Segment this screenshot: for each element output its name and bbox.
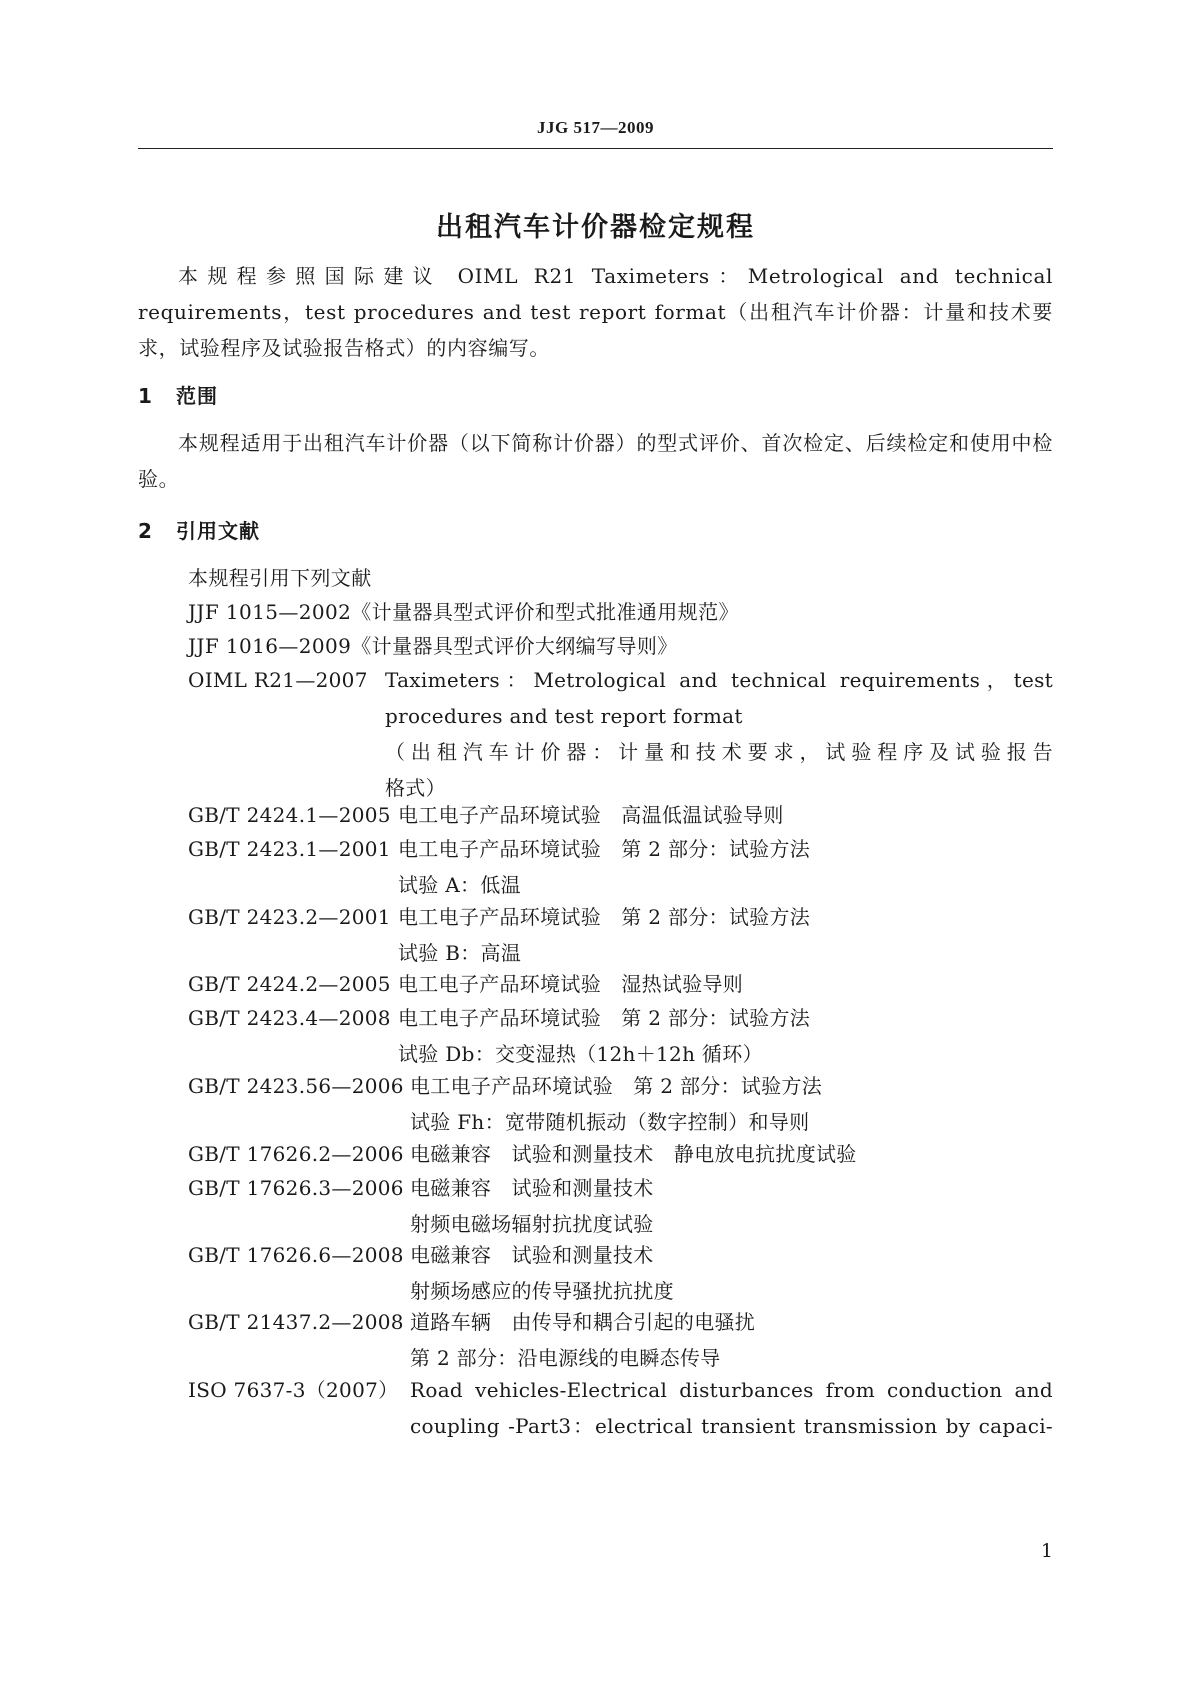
reference-code: GB/T 2423.56—2006 [188,1074,404,1098]
reference-title-line: Road vehicles-Electrical disturbances from conduction and [410,1378,1053,1402]
reference-item [188,831,1053,903]
reference-title [398,966,1053,1002]
reference-code: GB/T 17626.2—2006 [188,1142,404,1166]
reference-item [188,899,1053,971]
reference-title-line: 射频电磁场辐射抗扰度试验 [410,1212,654,1236]
reference-title-line: 电磁兼容 试验和测量技术 静电放电抗扰度试验 [410,1142,857,1166]
intro-paragraph: 本规程参照国际建议 OIML R21 Taximeters：Metrological and technical requirements，test procedures and test report format（出租汽车计价器：计量和技术要求，试验程序及试验报告格式）的内容编写。 [138,264,1053,360]
reference-title: 《计量器具型式评价大纲编写导则》 [351,634,678,658]
reference-title-line: 试验 A：低温 [398,873,521,897]
reference-item [188,1136,1053,1172]
reference-item [188,797,1053,833]
reference-code: GB/T 2424.2—2005 [188,972,391,996]
scope-paragraph: 本规程适用于出租汽车计价器（以下简称计价器）的型式评价、首次检定、后续检定和使用中检验。 [138,431,1053,491]
reference-item [188,966,1053,1002]
reference-title [410,1136,1053,1172]
reference-code: GB/T 2423.1—2001 [188,837,391,861]
reference-item [188,1237,1053,1309]
reference-item [188,662,1053,806]
reference-title [385,662,1053,806]
reference-item [188,1372,1053,1444]
reference-title [410,1304,1053,1376]
reference-item [188,1170,1053,1242]
reference-title-line: Taximeters：Metrological and technical requirements，test [385,668,1053,692]
reference-title [410,1237,1053,1309]
reference-title [398,899,1053,971]
reference-title [398,831,1053,903]
reference-item [188,1304,1053,1376]
reference-item [188,628,678,664]
section-number: 1 [138,384,153,408]
reference-title-line: procedures and test report format [385,704,743,728]
reference-title [398,797,1053,833]
reference-title-line: 试验 Fh：宽带随机振动（数字控制）和导则 [410,1110,810,1134]
section-heading-scope [138,380,218,409]
reference-title-line: 电工电子产品环境试验 湿热试验导则 [398,972,744,996]
reference-title [410,1372,1053,1444]
reference-code: OIML R21—2007 [188,668,368,692]
reference-title-line: 电工电子产品环境试验 高温低温试验导则 [398,803,784,827]
reference-title-line: 试验 Db：交变湿热（12h＋12h 循环） [398,1042,763,1066]
reference-title-line: （出租汽车计价器：计量和技术要求，试验程序及试验报告 [385,740,1053,764]
reference-title-line: 试验 B：高温 [398,941,522,965]
reference-title-line: 电工电子产品环境试验 第 2 部分：试验方法 [398,837,811,861]
section-title: 引用文献 [176,519,260,543]
references-intro: 本规程引用下列文献 [188,566,372,590]
reference-title-line: 电工电子产品环境试验 第 2 部分：试验方法 [410,1074,823,1098]
reference-title-line: 电工电子产品环境试验 第 2 部分：试验方法 [398,905,811,929]
reference-code: ISO 7637-3（2007） [188,1378,399,1402]
reference-title [410,1068,1053,1140]
reference-code: JJF 1016—2009 [188,634,352,658]
reference-code: GB/T 21437.2—2008 [188,1310,404,1334]
reference-title [398,1000,1053,1072]
reference-title-line: 射频场感应的传导骚扰抗扰度 [410,1279,674,1303]
reference-title-line: coupling -Part3：electrical transient transmission by capaci- [410,1414,1053,1438]
reference-title [410,1170,1053,1242]
reference-code: JJF 1015—2002 [188,600,352,624]
reference-code: GB/T 2423.4—2008 [188,1006,391,1030]
header-rule [138,148,1053,149]
reference-title-line: 电磁兼容 试验和测量技术 [410,1176,654,1200]
page-number: 1 [1040,1540,1053,1562]
reference-item [188,1068,1053,1140]
reference-title-line: 格式） [385,776,446,800]
reference-code: GB/T 2424.1—2005 [188,803,391,827]
reference-title: 《计量器具型式评价和型式批准通用规范》 [351,600,739,624]
section-title: 范围 [176,384,218,408]
reference-item [188,1000,1053,1072]
reference-title-line: 道路车辆 由传导和耦合引起的电骚扰 [410,1310,756,1334]
reference-title-line: 电磁兼容 试验和测量技术 [410,1243,654,1267]
reference-code: GB/T 17626.6—2008 [188,1243,404,1267]
reference-code: GB/T 17626.3—2006 [188,1176,404,1200]
section-heading-references [138,515,260,544]
reference-title-line: 电工电子产品环境试验 第 2 部分：试验方法 [398,1006,811,1030]
reference-code: GB/T 2423.2—2001 [188,905,391,929]
document-title: 出租汽车计价器检定规程 [436,212,755,243]
reference-title-line: 第 2 部分：沿电源线的电瞬态传导 [410,1346,721,1370]
document-code-header: JJG 517—2009 [537,118,654,137]
reference-item [188,594,739,630]
section-number: 2 [138,519,153,543]
